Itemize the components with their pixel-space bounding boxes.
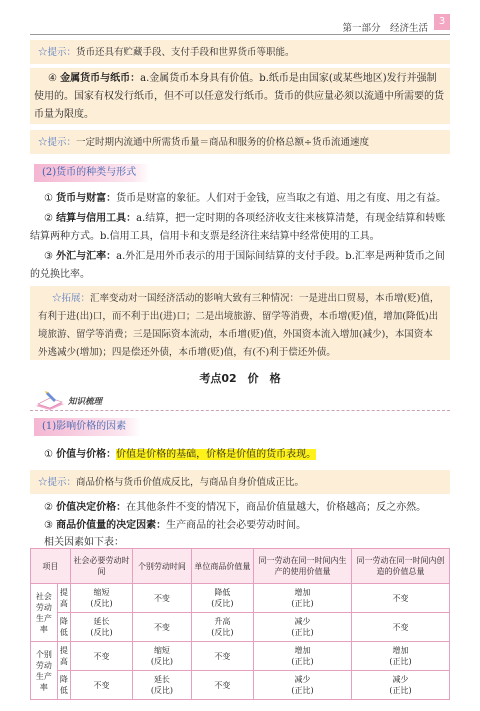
tip-text: 商品价格与货币价值成反比，与商品自身价值成正比。 <box>76 477 305 488</box>
topic-heading: 考点02 价 格 <box>199 372 281 385</box>
table-cell: 增加 (正比) <box>254 642 352 671</box>
tip-label: ☆提示： <box>38 477 77 488</box>
item-number: ① <box>44 193 53 204</box>
page-header <box>0 0 480 40</box>
page-number: 3 <box>434 14 450 30</box>
table-cell: 减少 (正比) <box>254 613 352 642</box>
table-cell: 不变 <box>133 584 191 613</box>
table-sub-cell: 降低 <box>57 671 70 700</box>
table-row <box>31 642 450 671</box>
tip-text: 货币还具有贮藏手段、支付手段和世界货币等职能。 <box>76 47 295 58</box>
item-term: 商品价值量的决定因素： <box>56 520 167 531</box>
item-term: 价值决定价格： <box>56 502 127 513</box>
table-cell: 不变 <box>191 671 253 700</box>
paragraph-value-price <box>30 446 450 464</box>
header-rule <box>30 34 450 35</box>
table-sub-cell: 提高 <box>57 642 70 671</box>
tip-box-1 <box>30 40 450 64</box>
tip-box-2 <box>30 130 450 154</box>
item-term: 货币与财富： <box>56 193 117 204</box>
table-cell: 不变 <box>352 613 450 642</box>
table-cell: 缩短 (反比) <box>133 642 191 671</box>
paragraph-money-wealth <box>30 190 450 208</box>
table-header-cell: 单位商品价值量 <box>191 549 253 584</box>
table-cell: 延长 (反比) <box>133 671 191 700</box>
item-term: 价值与价格： <box>56 449 117 460</box>
badge-divider <box>30 410 450 411</box>
item-number: ② <box>44 213 53 224</box>
table-header-cell: 社会必要劳动时间 <box>70 549 132 584</box>
tip-box-3 <box>30 470 450 494</box>
extension-text: 汇率变动对一国经济活动的影响大致有三种情况：一是进出口贸易，本币增(贬)值，有利于进(出)口，而不利于出(进)口；二是出境旅游、留学等消费，本币增(贬)值，增加(降低)出境旅游、留学等消费；三是国际资本流动，本币增(贬)值，外国资本流入增加(减少)，本国资本外逃减少(增加)；四是偿还外债，本币增(贬)值，有(不)利于偿还外债。 <box>38 293 440 358</box>
item-number: ③ <box>44 251 53 262</box>
table-sub-cell: 降低 <box>57 613 70 642</box>
table-group-cell: 个别劳动生产率 <box>31 642 58 700</box>
item-term: 金属货币与纸币： <box>60 73 141 84</box>
item-term: 结算与信用工具： <box>56 213 137 224</box>
table-cell: 增加 (正比) <box>352 642 450 671</box>
item-number: ② <box>44 502 53 513</box>
table-header-cell: 项目 <box>31 549 71 584</box>
item-text: a.结算，把一定时期的各项经济收支往来核算清楚，有现金结算和转账结算两种方式。b.信用工具，信用卡和支票是经济往来结算中经常使用的工具。 <box>30 213 446 242</box>
item-text: 在其他条件不变的情况下，商品价值量越大，价格越高；反之亦然。 <box>126 502 427 513</box>
extension-box <box>30 286 450 360</box>
paragraph-metal-paper-money <box>30 70 450 124</box>
item-text: a.金属货币本身具有价值。b.纸币是由国家(或某些地区)发行并强制使用的。国家有权发行纸币，但不可以任意发行纸币。货币的供应量必须以流通中所需要的货币量为限度。 <box>34 73 444 120</box>
related-factors-line: 相关因素如下表： <box>44 537 124 548</box>
item-text: 生产商品的社会必要劳动时间。 <box>166 520 307 531</box>
table-header-cell: 同一劳动在同一时间内创造的价值总量 <box>352 549 450 584</box>
tip-text: 一定时期内流通中所需货币量＝商品和服务的价格总额÷货币流通速度 <box>76 137 369 148</box>
section-title-price-factors: (1)影响价格的因素 <box>34 418 140 436</box>
table-cell: 不变 <box>191 642 253 671</box>
table-cell: 不变 <box>70 642 132 671</box>
table-cell: 缩短 (反比) <box>70 584 132 613</box>
table-cell: 不变 <box>352 584 450 613</box>
item-number: ③ <box>44 520 53 531</box>
table-cell: 不变 <box>133 613 191 642</box>
header-section-title: 第一部分 经济生活 <box>342 23 428 34</box>
tip-label: ☆提示： <box>38 137 77 148</box>
paragraph-value-determines-price <box>30 499 450 517</box>
paragraph-value-factors <box>30 517 450 535</box>
table-cell: 升高 (反比) <box>191 613 253 642</box>
highlighted-text: 价值是价格的基础，价格是价值的货币表现。 <box>116 449 317 460</box>
table-cell: 延长 (反比) <box>70 613 132 642</box>
table-row <box>31 671 450 700</box>
book-pencil-icon <box>34 388 68 412</box>
table-cell: 降低 (反比) <box>191 584 253 613</box>
table-header-cell: 个别劳动时间 <box>133 549 191 584</box>
item-number: ④ <box>48 73 57 84</box>
table-cell: 减少 (正比) <box>352 671 450 700</box>
paragraph-settlement-credit <box>30 210 450 246</box>
paragraph-forex-rate <box>30 248 450 284</box>
factors-table <box>30 548 450 700</box>
table-cell: 减少 (正比) <box>254 671 352 700</box>
item-term: 外汇与汇率： <box>56 251 117 262</box>
item-text: a.外汇是用外币表示的用于国际间结算的支付手段。b.汇率是两种货币之间的兑换比率。 <box>30 251 445 280</box>
table-header-cell: 同一劳动在同一时间内生产的使用价值量 <box>254 549 352 584</box>
item-number: ① <box>44 449 53 460</box>
table-header-row <box>31 549 450 584</box>
section-title-money-types: (2)货币的种类与形式 <box>34 164 150 182</box>
knowledge-badge-label: 知识梳理 <box>68 397 103 407</box>
table-group-cell: 社会劳动生产率 <box>31 584 58 642</box>
knowledge-badge <box>34 388 144 412</box>
extension-label: ☆拓展： <box>52 293 91 304</box>
table-sub-cell: 提高 <box>57 584 70 613</box>
table-row <box>31 613 450 642</box>
table-row <box>31 584 450 613</box>
item-text: 货币是财富的象征。人们对于金钱，应当取之有道、用之有度、用之有益。 <box>116 193 447 204</box>
table-cell: 增加 (正比) <box>254 584 352 613</box>
money-paragraph-box <box>30 68 450 124</box>
table-cell: 不变 <box>70 671 132 700</box>
tip-label: ☆提示： <box>38 47 77 58</box>
